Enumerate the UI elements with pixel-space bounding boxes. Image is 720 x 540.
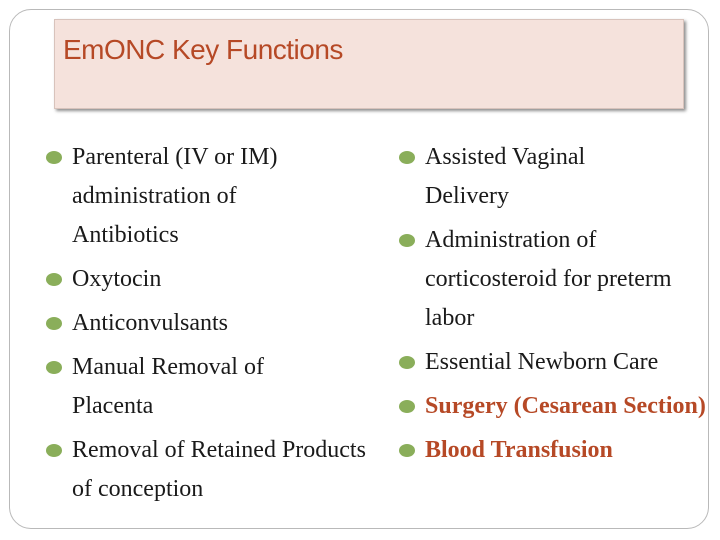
bullet-icon xyxy=(46,444,62,457)
list-item xyxy=(383,221,675,338)
left-bullet-list xyxy=(30,138,366,514)
slide-title: EmONC Key Functions xyxy=(63,34,343,65)
list-item xyxy=(383,343,713,382)
bullet-icon xyxy=(46,151,62,164)
title-banner xyxy=(54,19,684,109)
list-item xyxy=(383,138,665,216)
list-item-text: Essential Newborn Care xyxy=(425,349,659,375)
list-item xyxy=(30,431,382,509)
list-item xyxy=(30,138,332,255)
list-item-text: Blood Transfusion xyxy=(425,437,613,463)
bullet-icon xyxy=(399,400,415,413)
list-item-text: Anticonvulsants xyxy=(72,310,228,336)
list-item-highlighted xyxy=(383,431,713,470)
list-item xyxy=(30,348,342,426)
list-item-text: Parenteral (IV or IM) administration of Antibiotics xyxy=(72,144,278,248)
bullet-icon xyxy=(46,273,62,286)
bullet-icon xyxy=(46,361,62,374)
bullet-icon xyxy=(399,356,415,369)
list-item-text: Assisted Vaginal Delivery xyxy=(425,144,586,209)
bullet-icon xyxy=(399,234,415,247)
list-item-text: Surgery (Cesarean Section) xyxy=(425,393,706,419)
list-item-text: Removal of Retained Products of conception xyxy=(72,437,366,502)
list-item xyxy=(30,260,360,299)
bullet-icon xyxy=(399,151,415,164)
bullet-icon xyxy=(399,444,415,457)
list-item-text: Oxytocin xyxy=(72,266,162,292)
list-item-highlighted xyxy=(383,387,715,426)
list-item-text: Administration of corticosteroid for preterm labor xyxy=(425,227,672,331)
bullet-icon xyxy=(46,317,62,330)
list-item-text: Manual Removal of Placenta xyxy=(72,354,264,419)
list-item xyxy=(30,304,360,343)
right-bullet-list xyxy=(383,138,713,475)
